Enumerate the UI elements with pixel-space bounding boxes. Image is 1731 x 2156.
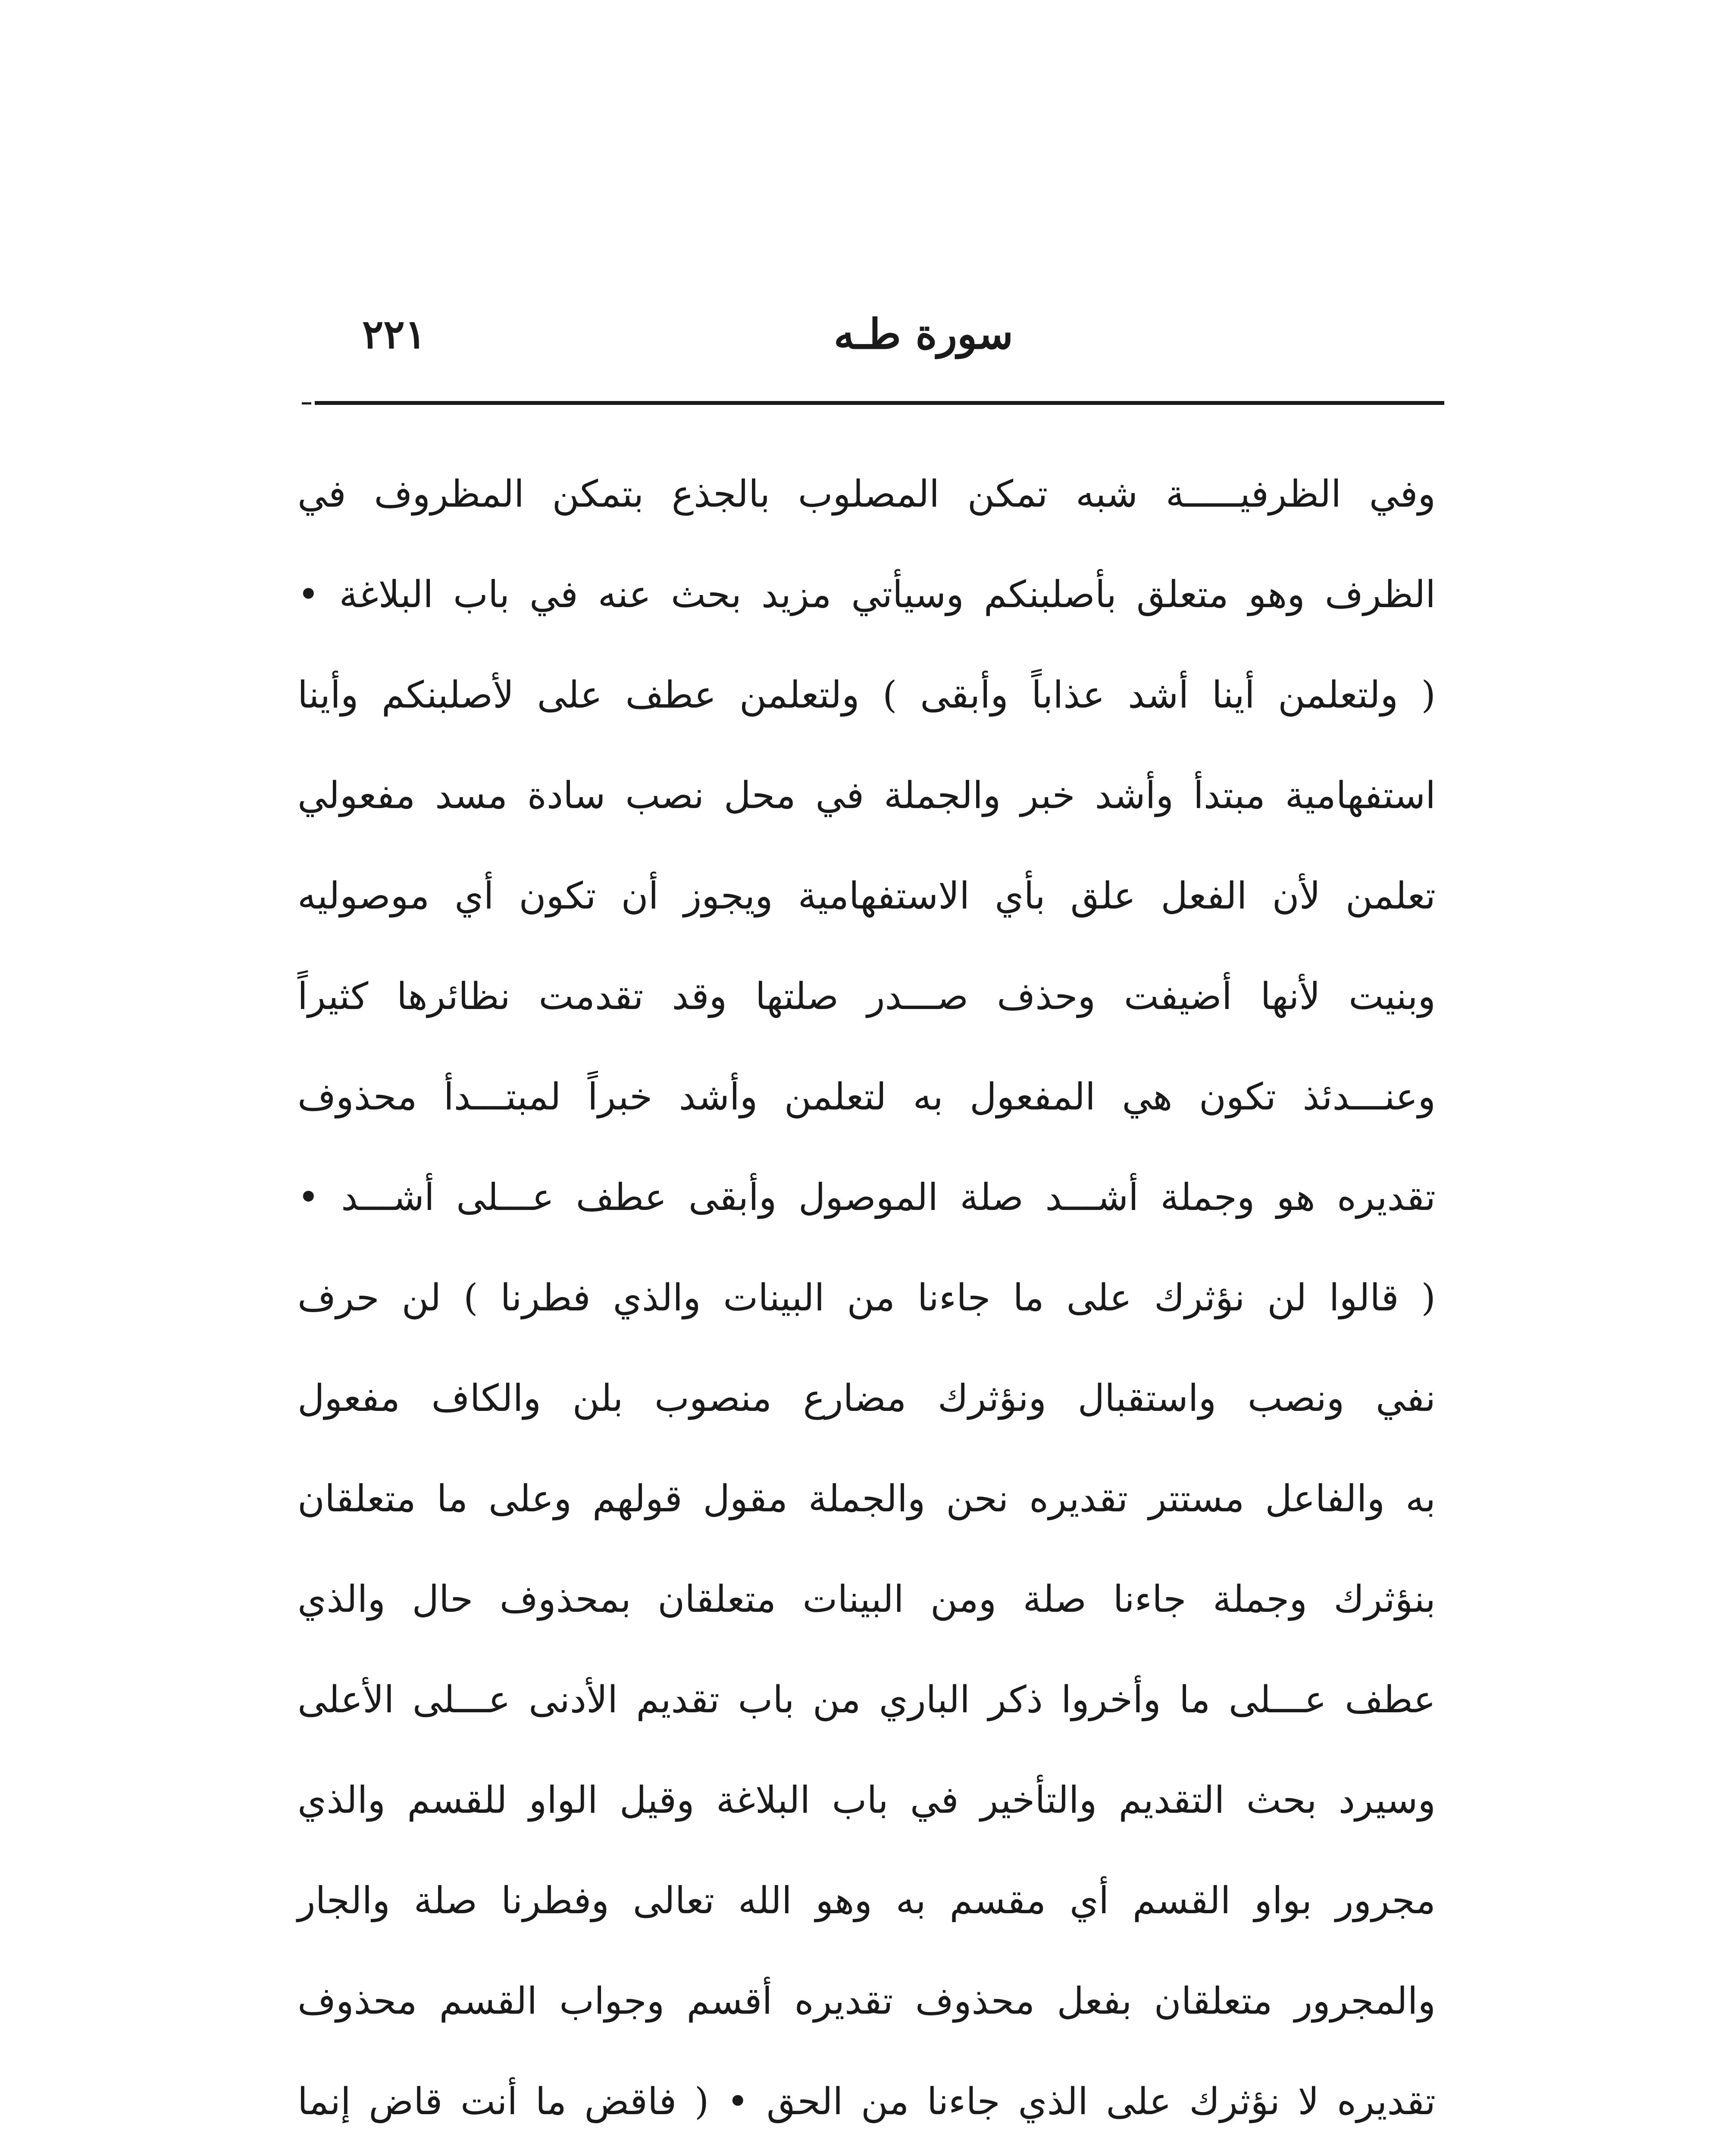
text-line: وبنيت لأنها أضيفت وحذف صـــدر صلتها وقد تقدمت نظائرها كثيراً: [297, 975, 1436, 1018]
text-line: ( ولتعلمن أينا أشد عذاباً وأبقى ) ولتعلمن عطف على لأصلبنكم وأينا: [297, 674, 1436, 717]
sura-title: سورة طـه: [833, 310, 1013, 358]
page-number: ٢٢١: [362, 311, 426, 357]
header-rule-dash: [302, 402, 311, 404]
text-line: ( قالوا لن نؤثرك على ما جاءنا من البينات والذي فطرنا ) لن حرف: [297, 1276, 1436, 1319]
text-line: نفي ونصب واستقبال ونؤثرك مضارع منصوب بلن والكاف مفعول: [297, 1377, 1436, 1420]
text-line: استفهامية مبتدأ وأشد خبر والجملة في محل نصب سادة مسد مفعولي: [297, 774, 1436, 817]
text-line: تعلمن لأن الفعل علق بأي الاستفهامية ويجوز أن تكون أي موصوليه: [297, 874, 1436, 918]
text-line: تقديره لا نؤثرك على الذي جاءنا من الحق • ( فاقض ما أنت قاض إنما: [297, 2080, 1436, 2123]
text-line: تقديره هو وجملة أشـــد صلة الموصول وأبقى عطف عـــلى أشـــد •: [297, 1176, 1436, 1219]
text-line: [297, 2152, 1436, 2156]
text-line: بنؤثرك وجملة جاءنا صلة ومن البينات متعلقان بمحذوف حال والذي: [297, 1578, 1436, 1621]
text-line: وسيرد بحث التقديم والتأخير في باب البلاغة وقيل الواو للقسم والذي: [297, 1779, 1436, 1822]
body-text: [297, 444, 1436, 2156]
text-line: مجرور بواو القسم أي مقسم به وهو الله تعالى وفطرنا صلة والجار: [297, 1879, 1436, 1922]
text-line: وعنـــدئذ تكون هي المفعول به لتعلمن وأشد خبراً لمبتـــدأ محذوف: [297, 1075, 1436, 1119]
text-line: عطف عـــلى ما وأخروا ذكر الباري من باب تقديم الأدنى عـــلى الأعلى: [297, 1678, 1436, 1721]
text-line: والمجرور متعلقان بفعل محذوف تقديره أقسم وجواب القسم محذوف: [297, 1980, 1436, 2023]
header-rule: [315, 401, 1444, 405]
text-line: به والفاعل مستتر تقديره نحن والجملة مقول قولهم وعلى ما متعلقان: [297, 1477, 1436, 1520]
page-header: [315, 302, 1444, 371]
text-line: وفي الظرفيـــــة شبه تمكن المصلوب بالجذع بتمكن المظروف في: [297, 473, 1436, 516]
text-line: الظرف وهو متعلق بأصلبنكم وسيأتي مزيد بحث عنه في باب البلاغة •: [297, 573, 1436, 616]
